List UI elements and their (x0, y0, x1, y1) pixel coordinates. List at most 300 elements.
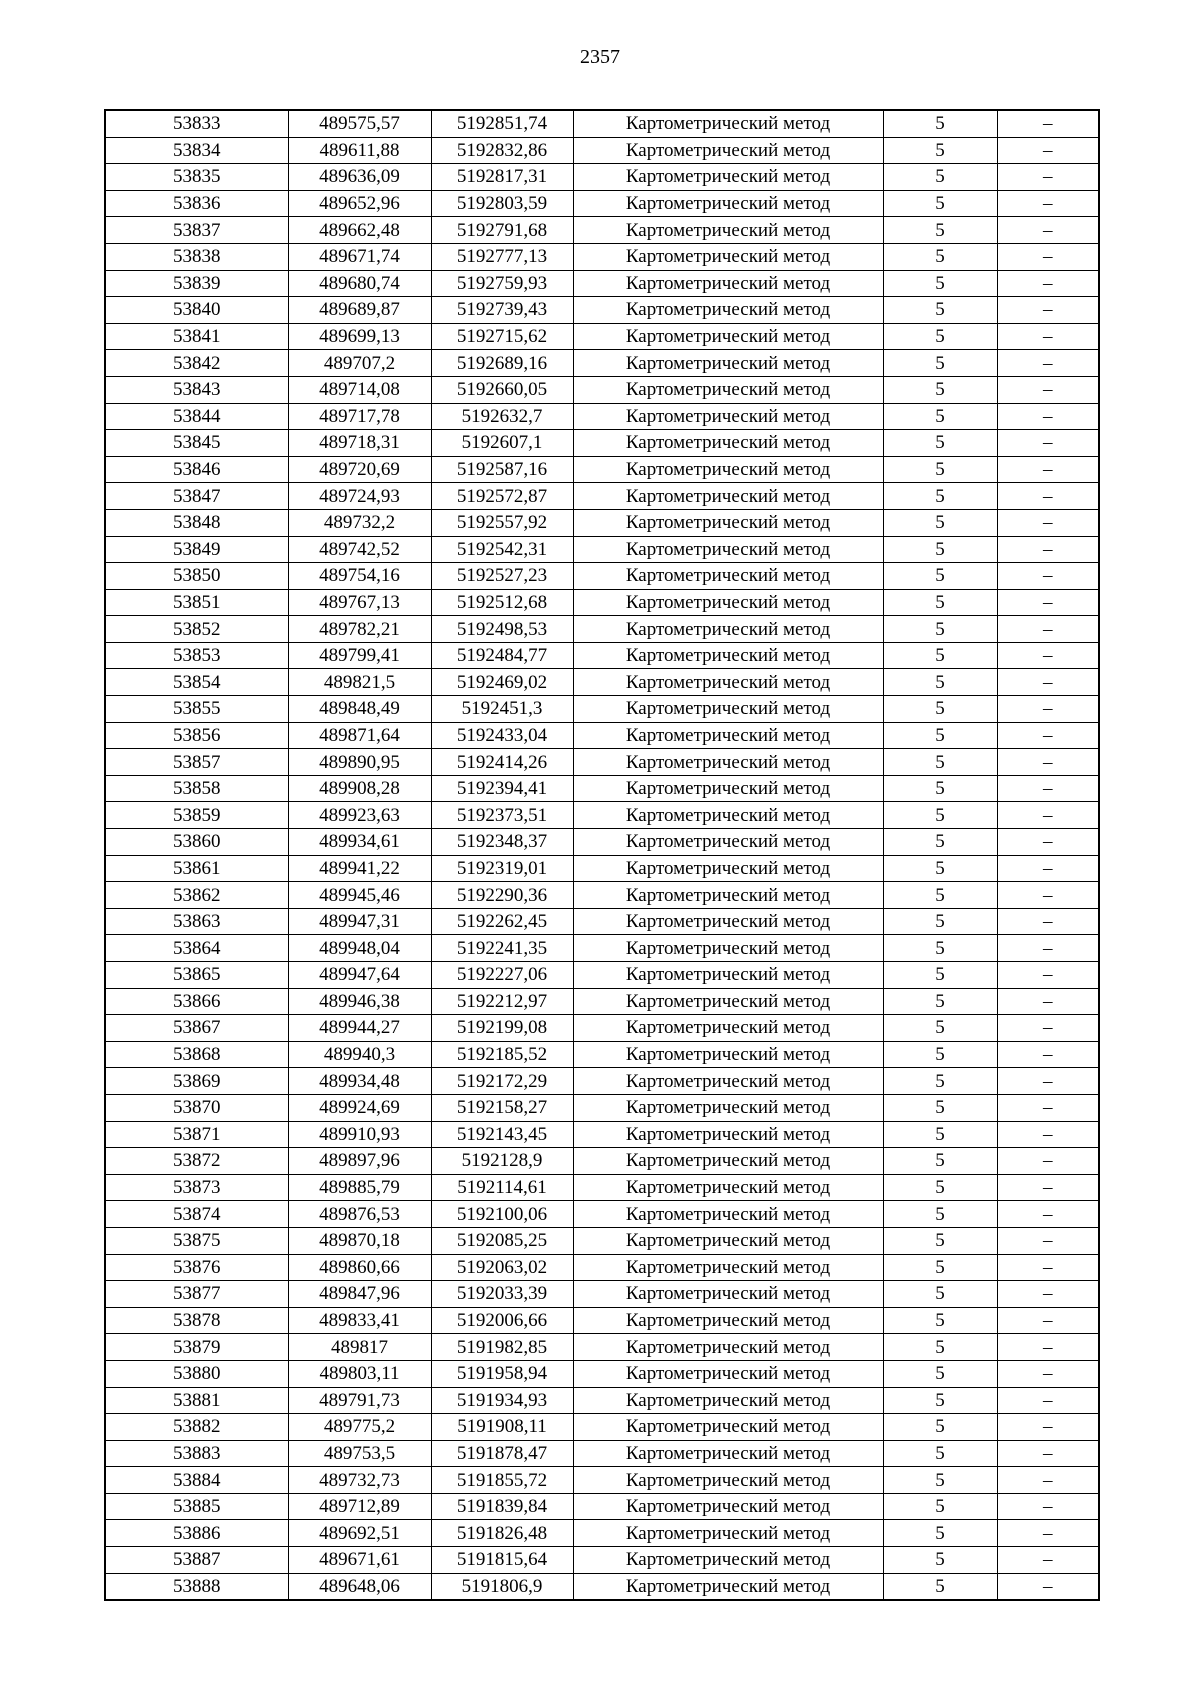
table-row (105, 1440, 1099, 1467)
note-cell: – (997, 1387, 1099, 1414)
point-number-cell: 53855 (105, 696, 288, 723)
method-cell: Картометрический метод (573, 376, 883, 403)
method-cell: Картометрический метод (573, 137, 883, 164)
method-cell: Картометрический метод (573, 1360, 883, 1387)
x-coordinate-cell: 489753,5 (288, 1440, 431, 1467)
y-coordinate-cell: 5191982,85 (431, 1334, 573, 1361)
y-coordinate-cell: 5192587,16 (431, 456, 573, 483)
y-coordinate-cell: 5191878,47 (431, 1440, 573, 1467)
method-cell: Картометрический метод (573, 110, 883, 137)
accuracy-cell: 5 (883, 829, 997, 856)
method-cell: Картометрический метод (573, 962, 883, 989)
x-coordinate-cell: 489870,18 (288, 1227, 431, 1254)
note-cell: – (997, 403, 1099, 430)
table-row (105, 563, 1099, 590)
accuracy-cell: 5 (883, 1520, 997, 1547)
note-cell: – (997, 137, 1099, 164)
accuracy-cell: 5 (883, 1467, 997, 1494)
y-coordinate-cell: 5192212,97 (431, 988, 573, 1015)
table-row (105, 749, 1099, 776)
table-row (105, 110, 1099, 137)
point-number-cell: 53876 (105, 1254, 288, 1281)
method-cell: Картометрический метод (573, 988, 883, 1015)
accuracy-cell: 5 (883, 1015, 997, 1042)
accuracy-cell: 5 (883, 1227, 997, 1254)
note-cell: – (997, 1547, 1099, 1574)
accuracy-cell: 5 (883, 1334, 997, 1361)
table-row (105, 855, 1099, 882)
y-coordinate-cell: 5192199,08 (431, 1015, 573, 1042)
x-coordinate-cell: 489720,69 (288, 456, 431, 483)
accuracy-cell: 5 (883, 1360, 997, 1387)
accuracy-cell: 5 (883, 1148, 997, 1175)
accuracy-cell: 5 (883, 1254, 997, 1281)
method-cell: Картометрический метод (573, 616, 883, 643)
table-row (105, 988, 1099, 1015)
method-cell: Картометрический метод (573, 456, 883, 483)
point-number-cell: 53838 (105, 243, 288, 270)
point-number-cell: 53839 (105, 270, 288, 297)
x-coordinate-cell: 489908,28 (288, 775, 431, 802)
point-number-cell: 53837 (105, 217, 288, 244)
method-cell: Картометрический метод (573, 1227, 883, 1254)
note-cell: – (997, 323, 1099, 350)
point-number-cell: 53853 (105, 642, 288, 669)
method-cell: Картометрический метод (573, 802, 883, 829)
accuracy-cell: 5 (883, 1573, 997, 1600)
point-number-cell: 53874 (105, 1201, 288, 1228)
x-coordinate-cell: 489732,73 (288, 1467, 431, 1494)
table-row (105, 1094, 1099, 1121)
method-cell: Картометрический метод (573, 483, 883, 510)
accuracy-cell: 5 (883, 589, 997, 616)
method-cell: Картометрический метод (573, 563, 883, 590)
page-number: 2357 (580, 46, 620, 68)
y-coordinate-cell: 5192469,02 (431, 669, 573, 696)
table-row (105, 1041, 1099, 1068)
note-cell: – (997, 350, 1099, 377)
table-row (105, 217, 1099, 244)
accuracy-cell: 5 (883, 1068, 997, 1095)
y-coordinate-cell: 5192033,39 (431, 1281, 573, 1308)
y-coordinate-cell: 5192006,66 (431, 1307, 573, 1334)
note-cell: – (997, 642, 1099, 669)
table-row (105, 1387, 1099, 1414)
accuracy-cell: 5 (883, 1281, 997, 1308)
x-coordinate-cell: 489732,2 (288, 509, 431, 536)
method-cell: Картометрический метод (573, 430, 883, 457)
table-row (105, 589, 1099, 616)
table-row (105, 137, 1099, 164)
method-cell: Картометрический метод (573, 855, 883, 882)
y-coordinate-cell: 5192227,06 (431, 962, 573, 989)
accuracy-cell: 5 (883, 430, 997, 457)
point-number-cell: 53833 (105, 110, 288, 137)
method-cell: Картометрический метод (573, 1015, 883, 1042)
table-row (105, 270, 1099, 297)
point-number-cell: 53845 (105, 430, 288, 457)
y-coordinate-cell: 5192607,1 (431, 430, 573, 457)
point-number-cell: 53834 (105, 137, 288, 164)
note-cell: – (997, 1281, 1099, 1308)
method-cell: Картометрический метод (573, 722, 883, 749)
accuracy-cell: 5 (883, 217, 997, 244)
accuracy-cell: 5 (883, 563, 997, 590)
accuracy-cell: 5 (883, 483, 997, 510)
accuracy-cell: 5 (883, 669, 997, 696)
y-coordinate-cell: 5192715,62 (431, 323, 573, 350)
accuracy-cell: 5 (883, 1440, 997, 1467)
note-cell: – (997, 616, 1099, 643)
x-coordinate-cell: 489803,11 (288, 1360, 431, 1387)
note-cell: – (997, 935, 1099, 962)
note-cell: – (997, 696, 1099, 723)
method-cell: Картометрический метод (573, 1121, 883, 1148)
x-coordinate-cell: 489724,93 (288, 483, 431, 510)
table-row (105, 669, 1099, 696)
table-row (105, 1201, 1099, 1228)
x-coordinate-cell: 489671,74 (288, 243, 431, 270)
point-number-cell: 53848 (105, 509, 288, 536)
point-number-cell: 53861 (105, 855, 288, 882)
note-cell: – (997, 430, 1099, 457)
accuracy-cell: 5 (883, 297, 997, 324)
table-row (105, 350, 1099, 377)
method-cell: Картометрический метод (573, 403, 883, 430)
point-number-cell: 53863 (105, 908, 288, 935)
note-cell: – (997, 1148, 1099, 1175)
y-coordinate-cell: 5192739,43 (431, 297, 573, 324)
method-cell: Картометрический метод (573, 642, 883, 669)
method-cell: Картометрический метод (573, 270, 883, 297)
y-coordinate-cell: 5192791,68 (431, 217, 573, 244)
y-coordinate-cell: 5191908,11 (431, 1414, 573, 1441)
x-coordinate-cell: 489575,57 (288, 110, 431, 137)
y-coordinate-cell: 5192660,05 (431, 376, 573, 403)
note-cell: – (997, 164, 1099, 191)
table-row (105, 1174, 1099, 1201)
y-coordinate-cell: 5192158,27 (431, 1094, 573, 1121)
point-number-cell: 53864 (105, 935, 288, 962)
table-row (105, 616, 1099, 643)
accuracy-cell: 5 (883, 164, 997, 191)
table-row (105, 1227, 1099, 1254)
point-number-cell: 53841 (105, 323, 288, 350)
note-cell: – (997, 1360, 1099, 1387)
coordinates-table (104, 109, 1100, 1601)
x-coordinate-cell: 489948,04 (288, 935, 431, 962)
x-coordinate-cell: 489910,93 (288, 1121, 431, 1148)
x-coordinate-cell: 489636,09 (288, 164, 431, 191)
method-cell: Картометрический метод (573, 536, 883, 563)
x-coordinate-cell: 489718,31 (288, 430, 431, 457)
method-cell: Картометрический метод (573, 297, 883, 324)
point-number-cell: 53842 (105, 350, 288, 377)
accuracy-cell: 5 (883, 1493, 997, 1520)
x-coordinate-cell: 489848,49 (288, 696, 431, 723)
x-coordinate-cell: 489799,41 (288, 642, 431, 669)
point-number-cell: 53869 (105, 1068, 288, 1095)
y-coordinate-cell: 5192803,59 (431, 190, 573, 217)
note-cell: – (997, 749, 1099, 776)
note-cell: – (997, 988, 1099, 1015)
method-cell: Картометрический метод (573, 908, 883, 935)
table-row (105, 164, 1099, 191)
y-coordinate-cell: 5191826,48 (431, 1520, 573, 1547)
method-cell: Картометрический метод (573, 1334, 883, 1361)
table-row (105, 1467, 1099, 1494)
note-cell: – (997, 669, 1099, 696)
method-cell: Картометрический метод (573, 1281, 883, 1308)
accuracy-cell: 5 (883, 749, 997, 776)
accuracy-cell: 5 (883, 642, 997, 669)
method-cell: Картометрический метод (573, 217, 883, 244)
y-coordinate-cell: 5192319,01 (431, 855, 573, 882)
method-cell: Картометрический метод (573, 589, 883, 616)
method-cell: Картометрический метод (573, 1440, 883, 1467)
x-coordinate-cell: 489742,52 (288, 536, 431, 563)
y-coordinate-cell: 5192451,3 (431, 696, 573, 723)
method-cell: Картометрический метод (573, 775, 883, 802)
note-cell: – (997, 1094, 1099, 1121)
method-cell: Картометрический метод (573, 164, 883, 191)
point-number-cell: 53862 (105, 882, 288, 909)
table-row (105, 1307, 1099, 1334)
accuracy-cell: 5 (883, 456, 997, 483)
note-cell: – (997, 536, 1099, 563)
y-coordinate-cell: 5192262,45 (431, 908, 573, 935)
accuracy-cell: 5 (883, 110, 997, 137)
point-number-cell: 53852 (105, 616, 288, 643)
method-cell: Картометрический метод (573, 696, 883, 723)
y-coordinate-cell: 5192394,41 (431, 775, 573, 802)
y-coordinate-cell: 5192777,13 (431, 243, 573, 270)
point-number-cell: 53880 (105, 1360, 288, 1387)
table-row (105, 1068, 1099, 1095)
x-coordinate-cell: 489940,3 (288, 1041, 431, 1068)
point-number-cell: 53865 (105, 962, 288, 989)
point-number-cell: 53887 (105, 1547, 288, 1574)
y-coordinate-cell: 5192063,02 (431, 1254, 573, 1281)
point-number-cell: 53840 (105, 297, 288, 324)
point-number-cell: 53849 (105, 536, 288, 563)
x-coordinate-cell: 489775,2 (288, 1414, 431, 1441)
x-coordinate-cell: 489689,87 (288, 297, 431, 324)
method-cell: Картометрический метод (573, 749, 883, 776)
x-coordinate-cell: 489821,5 (288, 669, 431, 696)
x-coordinate-cell: 489791,73 (288, 1387, 431, 1414)
accuracy-cell: 5 (883, 988, 997, 1015)
accuracy-cell: 5 (883, 775, 997, 802)
method-cell: Картометрический метод (573, 669, 883, 696)
x-coordinate-cell: 489712,89 (288, 1493, 431, 1520)
note-cell: – (997, 270, 1099, 297)
x-coordinate-cell: 489860,66 (288, 1254, 431, 1281)
point-number-cell: 53871 (105, 1121, 288, 1148)
x-coordinate-cell: 489662,48 (288, 217, 431, 244)
note-cell: – (997, 1174, 1099, 1201)
note-cell: – (997, 1068, 1099, 1095)
note-cell: – (997, 217, 1099, 244)
x-coordinate-cell: 489946,38 (288, 988, 431, 1015)
point-number-cell: 53858 (105, 775, 288, 802)
x-coordinate-cell: 489680,74 (288, 270, 431, 297)
table-row (105, 376, 1099, 403)
note-cell: – (997, 483, 1099, 510)
x-coordinate-cell: 489817 (288, 1334, 431, 1361)
method-cell: Картометрический метод (573, 323, 883, 350)
y-coordinate-cell: 5192557,92 (431, 509, 573, 536)
table-row (105, 829, 1099, 856)
accuracy-cell: 5 (883, 270, 997, 297)
x-coordinate-cell: 489652,96 (288, 190, 431, 217)
accuracy-cell: 5 (883, 855, 997, 882)
method-cell: Картометрический метод (573, 350, 883, 377)
table-row (105, 1520, 1099, 1547)
note-cell: – (997, 722, 1099, 749)
table-row (105, 1121, 1099, 1148)
y-coordinate-cell: 5192512,68 (431, 589, 573, 616)
x-coordinate-cell: 489941,22 (288, 855, 431, 882)
x-coordinate-cell: 489782,21 (288, 616, 431, 643)
note-cell: – (997, 855, 1099, 882)
table-row (105, 775, 1099, 802)
point-number-cell: 53856 (105, 722, 288, 749)
accuracy-cell: 5 (883, 962, 997, 989)
y-coordinate-cell: 5191855,72 (431, 1467, 573, 1494)
point-number-cell: 53886 (105, 1520, 288, 1547)
x-coordinate-cell: 489754,16 (288, 563, 431, 590)
note-cell: – (997, 1201, 1099, 1228)
table-row (105, 509, 1099, 536)
y-coordinate-cell: 5192414,26 (431, 749, 573, 776)
accuracy-cell: 5 (883, 376, 997, 403)
y-coordinate-cell: 5192172,29 (431, 1068, 573, 1095)
method-cell: Картометрический метод (573, 1573, 883, 1600)
point-number-cell: 53860 (105, 829, 288, 856)
x-coordinate-cell: 489611,88 (288, 137, 431, 164)
point-number-cell: 53847 (105, 483, 288, 510)
point-number-cell: 53854 (105, 669, 288, 696)
table-row (105, 1015, 1099, 1042)
table-row (105, 536, 1099, 563)
y-coordinate-cell: 5192572,87 (431, 483, 573, 510)
y-coordinate-cell: 5192114,61 (431, 1174, 573, 1201)
y-coordinate-cell: 5192851,74 (431, 110, 573, 137)
table-row (105, 802, 1099, 829)
table-row (105, 935, 1099, 962)
accuracy-cell: 5 (883, 243, 997, 270)
accuracy-cell: 5 (883, 882, 997, 909)
note-cell: – (997, 589, 1099, 616)
x-coordinate-cell: 489897,96 (288, 1148, 431, 1175)
y-coordinate-cell: 5192484,77 (431, 642, 573, 669)
y-coordinate-cell: 5191815,64 (431, 1547, 573, 1574)
method-cell: Картометрический метод (573, 1041, 883, 1068)
method-cell: Картометрический метод (573, 1467, 883, 1494)
method-cell: Картометрический метод (573, 882, 883, 909)
y-coordinate-cell: 5192632,7 (431, 403, 573, 430)
y-coordinate-cell: 5192373,51 (431, 802, 573, 829)
x-coordinate-cell: 489934,48 (288, 1068, 431, 1095)
method-cell: Картометрический метод (573, 509, 883, 536)
method-cell: Картометрический метод (573, 1254, 883, 1281)
x-coordinate-cell: 489947,64 (288, 962, 431, 989)
y-coordinate-cell: 5192817,31 (431, 164, 573, 191)
table-row (105, 456, 1099, 483)
method-cell: Картометрический метод (573, 1068, 883, 1095)
point-number-cell: 53881 (105, 1387, 288, 1414)
y-coordinate-cell: 5192348,37 (431, 829, 573, 856)
x-coordinate-cell: 489833,41 (288, 1307, 431, 1334)
note-cell: – (997, 376, 1099, 403)
note-cell: – (997, 1307, 1099, 1334)
method-cell: Картометрический метод (573, 1201, 883, 1228)
x-coordinate-cell: 489923,63 (288, 802, 431, 829)
note-cell: – (997, 775, 1099, 802)
accuracy-cell: 5 (883, 696, 997, 723)
point-number-cell: 53872 (105, 1148, 288, 1175)
note-cell: – (997, 1520, 1099, 1547)
table-row (105, 1148, 1099, 1175)
x-coordinate-cell: 489890,95 (288, 749, 431, 776)
y-coordinate-cell: 5192128,9 (431, 1148, 573, 1175)
table-row (105, 908, 1099, 935)
x-coordinate-cell: 489924,69 (288, 1094, 431, 1121)
table-row (105, 297, 1099, 324)
y-coordinate-cell: 5192100,06 (431, 1201, 573, 1228)
y-coordinate-cell: 5192143,45 (431, 1121, 573, 1148)
point-number-cell: 53866 (105, 988, 288, 1015)
x-coordinate-cell: 489947,31 (288, 908, 431, 935)
accuracy-cell: 5 (883, 1547, 997, 1574)
accuracy-cell: 5 (883, 1174, 997, 1201)
x-coordinate-cell: 489945,46 (288, 882, 431, 909)
accuracy-cell: 5 (883, 616, 997, 643)
method-cell: Картометрический метод (573, 243, 883, 270)
note-cell: – (997, 882, 1099, 909)
note-cell: – (997, 802, 1099, 829)
table-row (105, 882, 1099, 909)
method-cell: Картометрический метод (573, 190, 883, 217)
note-cell: – (997, 297, 1099, 324)
accuracy-cell: 5 (883, 509, 997, 536)
method-cell: Картометрический метод (573, 1174, 883, 1201)
point-number-cell: 53875 (105, 1227, 288, 1254)
accuracy-cell: 5 (883, 1094, 997, 1121)
point-number-cell: 53877 (105, 1281, 288, 1308)
x-coordinate-cell: 489885,79 (288, 1174, 431, 1201)
accuracy-cell: 5 (883, 935, 997, 962)
accuracy-cell: 5 (883, 722, 997, 749)
y-coordinate-cell: 5192290,36 (431, 882, 573, 909)
note-cell: – (997, 509, 1099, 536)
point-number-cell: 53882 (105, 1414, 288, 1441)
point-number-cell: 53844 (105, 403, 288, 430)
table-row (105, 1281, 1099, 1308)
note-cell: – (997, 1334, 1099, 1361)
table-row (105, 430, 1099, 457)
y-coordinate-cell: 5192527,23 (431, 563, 573, 590)
y-coordinate-cell: 5192498,53 (431, 616, 573, 643)
point-number-cell: 53878 (105, 1307, 288, 1334)
y-coordinate-cell: 5192085,25 (431, 1227, 573, 1254)
x-coordinate-cell: 489944,27 (288, 1015, 431, 1042)
note-cell: – (997, 1573, 1099, 1600)
method-cell: Картометрический метод (573, 1307, 883, 1334)
table-row (105, 323, 1099, 350)
point-number-cell: 53884 (105, 1467, 288, 1494)
